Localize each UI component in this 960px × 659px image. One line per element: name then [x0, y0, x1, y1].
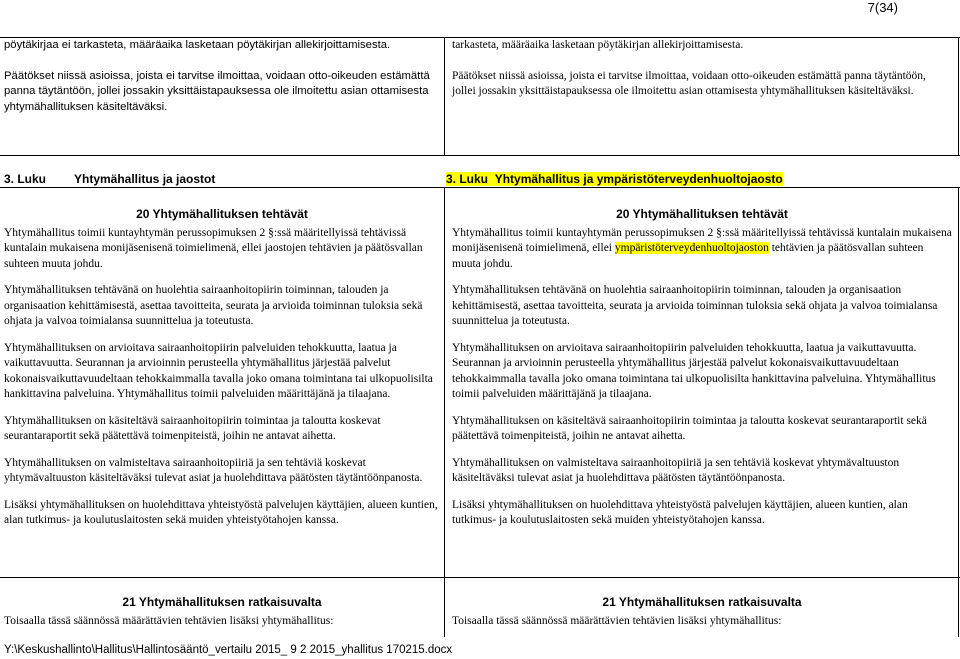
section-20-left	[4, 207, 440, 540]
s20-right-p1-start: Yhtymähallitus toimii kuntayhtymän perussopimuksen 2 §:ssä määritellyissä tehtävissä kuntalain mukaisena monijäsenisenä toimielimenä, ellei	[452, 226, 952, 254]
s20-left-paragraph: Lisäksi yhtymähallituksen on huolehdittava yhteistyöstä palvelujen käyttäjien, alueen kuntien, alan tutkimus- ja koulutuslaitosten sekä muiden yhteistyötahojen kanssa.	[4, 498, 438, 526]
table-row-20-bottom	[0, 577, 960, 578]
table-right-border-top	[958, 37, 959, 155]
table-right-border-21	[958, 577, 959, 637]
s20-left-paragraph: Yhtymähallitus toimii kuntayhtymän perussopimuksen 2 §:ssä määritellyissä tehtävissä kuntalain mukaisena monijäsenisenä toimielimenä, ellei jaostojen tehtävien ja päätösvallan suhteen muuta johdu.	[4, 226, 423, 270]
section-20-right	[452, 207, 952, 540]
section-21-right-heading: 21 Yhtymähallituksen ratkaisuvalta	[602, 595, 802, 609]
s20-right-paragraph-1	[452, 226, 952, 273]
section-number-right: 3. Luku	[446, 172, 489, 186]
section-number-left: 3. Luku	[4, 172, 47, 186]
section-21-left	[4, 595, 440, 640]
s20-right-paragraph: Yhtymähallituksen on valmisteltava sairaanhoitopiiriä ja sen tehtäviä koskevat yhtymävaltuuston käsiteltäväksi tulevat asiat ja huolehdittava päätösten täytäntöönpanosta.	[452, 456, 900, 484]
section-21-left-heading: 21 Yhtymähallituksen ratkaisuvalta	[122, 595, 322, 609]
section-title-right: Yhtymähallitus ja ympäristöterveydenhuoltojaosto	[494, 172, 783, 186]
section-20-right-heading: 20 Yhtymähallituksen tehtävät	[616, 207, 788, 221]
section-21-right	[452, 595, 952, 640]
table-divider-top	[444, 37, 445, 155]
table-right-border-20	[958, 187, 959, 577]
footer-file-path: Y:\Keskushallinto\Hallitus\Hallintosääntö_vertailu 2015_ 9 2 2015_yhallitus 170215.docx	[4, 644, 453, 656]
table-divider-21	[444, 577, 445, 637]
page-number: 7(34)	[867, 0, 898, 15]
s20-right-paragraph: Yhtymähallituksen on käsiteltävä sairaanhoitopiirin toimintaa ja taloutta koskevat seurantaraportit sekä päätettävä toimenpiteistä, joihin ne antavat aihetta.	[452, 414, 927, 442]
s20-left-paragraph: Yhtymähallituksen on käsiteltävä sairaanhoitopiirin toimintaa ja taloutta koskevat seurantaraportit sekä päätettävä toimenpiteistä, joihin ne antavat aihetta.	[4, 414, 381, 442]
s21-right-text: Toisaalla tässä säännössä määrättävien tehtävien lisäksi yhtymähallitus:	[452, 614, 782, 627]
top-right-paragraph-1: tarkasteta, määräaika lasketaan pöytäkirjan allekirjoittamisesta.	[452, 39, 744, 51]
top-left-paragraph-1: pöytäkirjaa ei tarkasteta, määräaika lasketaan pöytäkirjan allekirjoittamisesta.	[4, 39, 391, 51]
section-20-left-heading: 20 Yhtymähallituksen tehtävät	[136, 207, 308, 221]
s20-right-paragraph: Yhtymähallituksen on arvioitava sairaanhoitopiirin palveluiden tehokkuutta, laatua ja vaikuttavuutta. Seurannan ja arvioinnin perusteella yhtymähallitus järjestää palvelut kokonaisvaikuttavuudeltaan tehokkaimmalla tavalla joko omana toimintana tai ulkopuolisilta hankittavina palveluina. Yhtymähallitus toimii palveluiden määrittäjänä ja tilaajana.	[452, 341, 936, 400]
section-heading-left	[4, 172, 215, 188]
s20-right-p1-end: tehtävien ja päätösvallan suhteen muuta johdu.	[452, 242, 924, 270]
section-heading-right	[446, 172, 783, 188]
top-right-paragraph-2: Päätökset niissä asioissa, joista ei tarvitse ilmoittaa, voidaan otto-oikeuden estämättä panna täytäntöön, jollei jossakin yksittäistapauksessa ole ilmoitettu asian ottamisesta yhtymähallituksen käsiteltäväksi.	[452, 69, 926, 97]
top-right-cell	[452, 38, 952, 111]
section-title-left: Yhtymähallitus ja jaostot	[74, 172, 216, 186]
table-divider-20	[444, 187, 445, 577]
s20-left-paragraph: Yhtymähallituksen on arvioitava sairaanhoitopiirin palveluiden tehokkuutta, laatua ja vaikuttavuutta. Seurannan ja arvioinnin perusteella yhtymähallitus järjestää palvelut kokonaisvaikuttavuudeltaan tehokkaimmalla tavalla joko omana toimintana tai ulkopuolisilta hankittavina palveluina. Yhtymähallitus toimii palveluiden määrittäjänä ja tilaajana.	[4, 341, 433, 400]
s20-right-paragraph: Yhtymähallituksen tehtävänä on huolehtia sairaanhoitopiirin toiminnan, talouden ja organisaation kehittämisestä, asettaa tavoitteita, seurata ja arvioida toiminnan tuloksia sekä ohjata ja valvoa toimialansa suunnittelua ja toteutusta.	[452, 284, 938, 327]
s20-left-paragraph: Yhtymähallituksen on valmisteltava sairaanhoitopiiriä ja sen tehtäviä koskevat yhtymävaltuuston käsiteltäväksi tulevat asiat ja huolehdittava päätösten täytäntöönpanosta.	[4, 456, 423, 484]
highlighted-term: ympäristöterveydenhuoltojaoston	[614, 242, 769, 254]
section-underline	[0, 187, 960, 188]
table-row1-bottom	[0, 155, 960, 156]
s21-left-text: Toisaalla tässä säännössä määrättävien tehtävien lisäksi yhtymähallitus:	[4, 614, 334, 627]
s20-left-paragraph: Yhtymähallituksen tehtävänä on huolehtia sairaanhoitopiirin toiminnan, talouden ja organisaation kehittämisestä, asettaa tavoitteita, seurata ja arvioida toiminnan tuloksia sekä ohjata ja valvoa toimialansa suunnittelua ja toteutusta.	[4, 284, 423, 327]
top-left-cell	[4, 38, 440, 126]
s20-right-paragraph: Lisäksi yhtymähallituksen on huolehdittava yhteistyöstä palvelujen käyttäjien, alueen kuntien, alan tutkimus- ja koulutuslaitosten sekä muiden yhteistyötahojen kanssa.	[452, 498, 908, 526]
top-left-paragraph-2: Päätökset niissä asioissa, joista ei tarvitse ilmoittaa, voidaan otto-oikeuden estämättä panna täytäntöön, jollei jossakin yksittäistapauksessa ole ilmoitettu asian ottamisesta yhtymähallituksen käsiteltäväksi.	[4, 69, 430, 113]
